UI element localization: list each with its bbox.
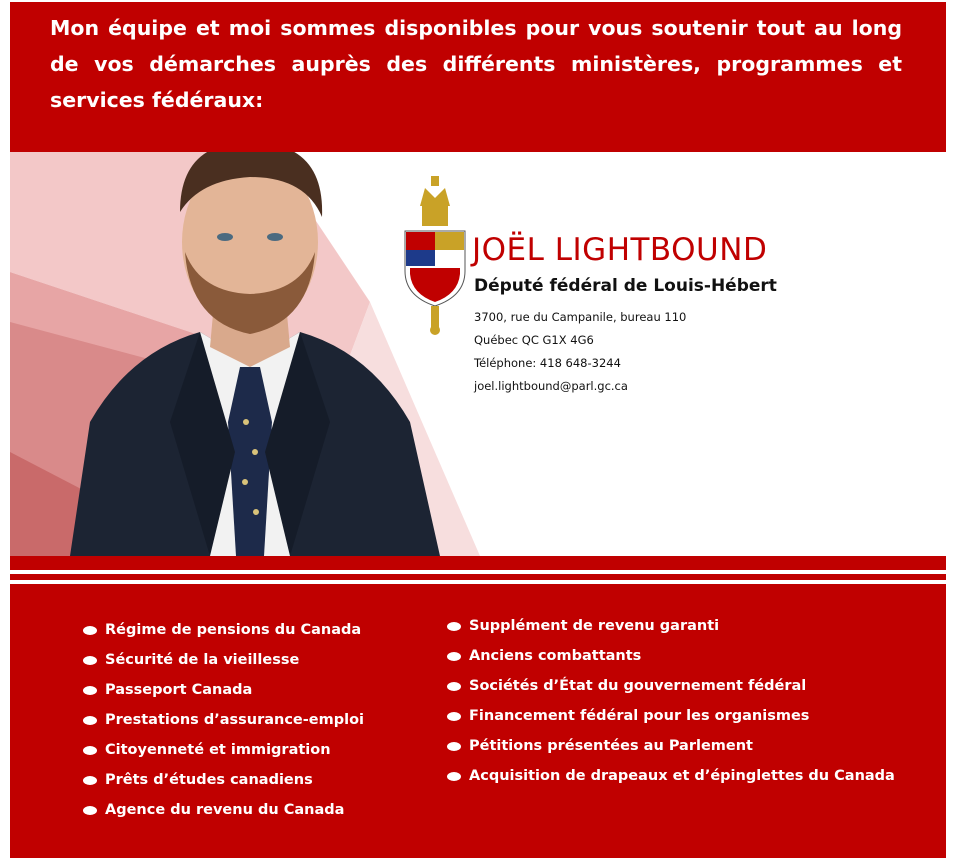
divider-stripe: [10, 580, 946, 584]
list-item: Passeport Canada: [83, 675, 364, 705]
bullet-icon: [83, 776, 97, 785]
mp-name: JOËL LIGHTBOUND: [472, 232, 768, 268]
bullet-icon: [447, 712, 461, 721]
bullet-icon: [83, 626, 97, 635]
list-item: Prêts d’études canadiens: [83, 765, 364, 795]
list-item: Acquisition de drapeaux et d’épinglettes du Canada: [447, 761, 895, 791]
intro-text: Mon équipe et moi sommes disponibles pour vous soutenir tout au long de vos démarches auprès des différents ministères, programmes et services fédéraux:: [50, 16, 902, 112]
address-line-1: 3700, rue du Campanile, bureau 110: [474, 310, 687, 324]
house-of-commons-crest-icon: [400, 176, 470, 336]
list-item: Anciens combattants: [447, 641, 895, 671]
contact-section: [10, 152, 946, 556]
list-item: Pétitions présentées au Parlement: [447, 731, 895, 761]
bullet-icon: [447, 742, 461, 751]
bullet-icon: [447, 652, 461, 661]
bullet-icon: [83, 716, 97, 725]
bullet-icon: [83, 806, 97, 815]
address-line-2: Québec QC G1X 4G6: [474, 333, 594, 347]
list-item: Régime de pensions du Canada: [83, 615, 364, 645]
phone-number: Téléphone: 418 648-3244: [474, 356, 621, 370]
list-item: Supplément de revenu garanti: [447, 611, 895, 641]
services-list-left: [83, 615, 364, 825]
bullet-icon: [447, 682, 461, 691]
bullet-icon: [447, 622, 461, 631]
bullet-icon: [83, 656, 97, 665]
list-item: Prestations d’assurance-emploi: [83, 705, 364, 735]
list-item: Citoyenneté et immigration: [83, 735, 364, 765]
flyer: [10, 2, 946, 858]
list-item: Sociétés d’État du gouvernement fédéral: [447, 671, 895, 701]
portrait-photo: [50, 152, 450, 556]
email-address: joel.lightbound@parl.gc.ca: [474, 379, 628, 393]
services-section: [10, 556, 946, 858]
bullet-icon: [83, 686, 97, 695]
mp-title: Député fédéral de Louis-Hébert: [474, 276, 777, 296]
intro-banner: [10, 2, 946, 152]
services-list-right: [447, 611, 895, 791]
list-item: Agence du revenu du Canada: [83, 795, 364, 825]
bullet-icon: [83, 746, 97, 755]
list-item: Financement fédéral pour les organismes: [447, 701, 895, 731]
list-item: Sécurité de la vieillesse: [83, 645, 364, 675]
bullet-icon: [447, 772, 461, 781]
divider-stripe: [10, 570, 946, 574]
